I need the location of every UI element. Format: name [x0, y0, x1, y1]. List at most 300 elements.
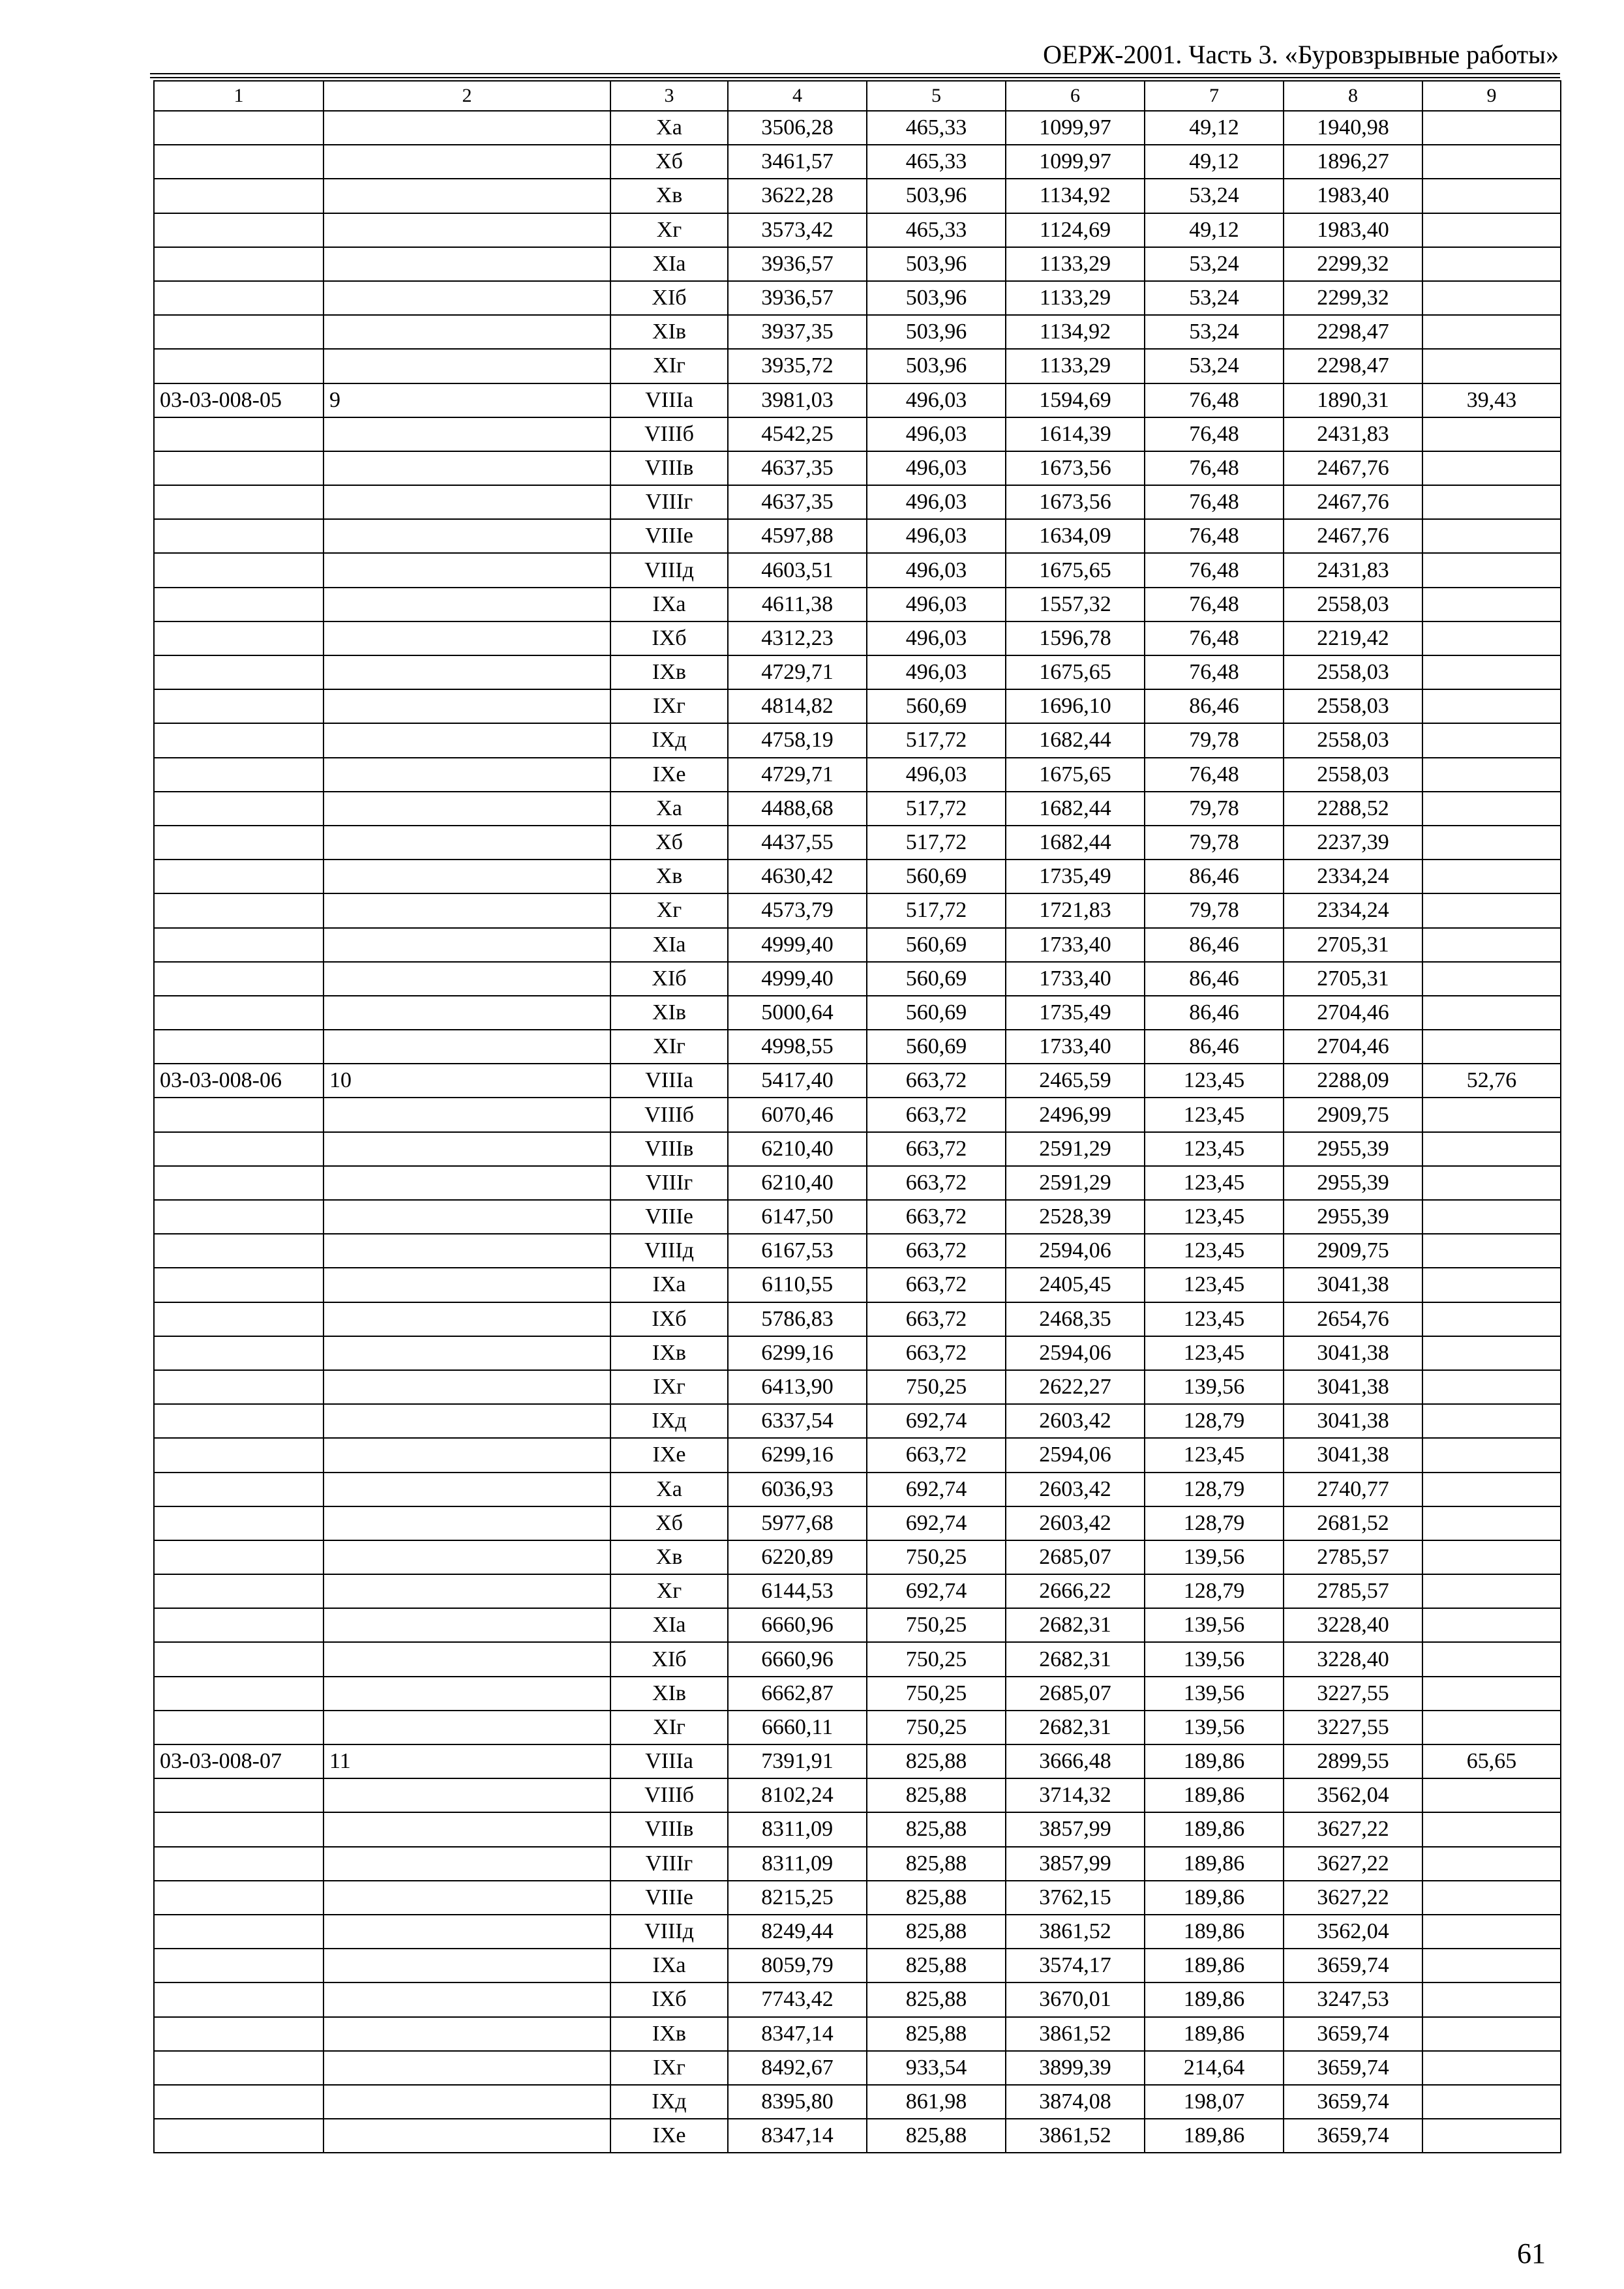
materials-cost-cell: 1940,98 — [1284, 111, 1422, 145]
total-cost-cell: 8311,09 — [728, 1812, 867, 1846]
labor-cost-cell: 750,25 — [867, 1370, 1006, 1404]
table-row — [154, 145, 1561, 179]
labor-hours-cell — [1422, 1336, 1561, 1370]
total-cost-cell: 6036,93 — [728, 1473, 867, 1506]
rate-code-cell — [154, 281, 323, 315]
operator-wage-cell: 86,46 — [1145, 689, 1284, 723]
machine-cost-cell: 3762,15 — [1006, 1881, 1145, 1915]
table-row — [154, 1166, 1561, 1200]
machine-cost-cell: 2603,42 — [1006, 1473, 1145, 1506]
item-number-cell — [323, 1030, 610, 1064]
operator-wage-cell: 198,07 — [1145, 2085, 1284, 2119]
work-type-cell: VIIIб — [610, 1778, 728, 1812]
total-cost-cell: 6299,16 — [728, 1336, 867, 1370]
labor-hours-cell — [1422, 1302, 1561, 1336]
labor-hours-cell — [1422, 1234, 1561, 1268]
table-row — [154, 1336, 1561, 1370]
labor-cost-cell: 750,25 — [867, 1608, 1006, 1642]
labor-hours-cell — [1422, 962, 1561, 996]
work-type-cell: XIа — [610, 247, 728, 281]
work-type-cell: Xг — [610, 893, 728, 927]
labor-cost-cell: 692,74 — [867, 1506, 1006, 1540]
labor-cost-cell: 663,72 — [867, 1064, 1006, 1098]
work-type-cell: IXг — [610, 1370, 728, 1404]
column-number: 5 — [867, 81, 1006, 111]
labor-hours-cell — [1422, 179, 1561, 213]
table-row — [154, 1030, 1561, 1064]
work-type-cell: Xг — [610, 213, 728, 247]
labor-hours-cell — [1422, 1812, 1561, 1846]
materials-cost-cell: 2558,03 — [1284, 758, 1422, 792]
item-number-cell — [323, 553, 610, 587]
total-cost-cell: 6660,96 — [728, 1642, 867, 1676]
total-cost-cell: 4312,23 — [728, 621, 867, 655]
labor-cost-cell: 465,33 — [867, 145, 1006, 179]
rate-code-cell — [154, 860, 323, 893]
labor-cost-cell: 663,72 — [867, 1098, 1006, 1131]
rates-table — [153, 80, 1561, 2153]
table-row — [154, 451, 1561, 485]
materials-cost-cell: 3041,38 — [1284, 1404, 1422, 1438]
item-number-cell — [323, 281, 610, 315]
item-number-cell — [323, 893, 610, 927]
table-row — [154, 1064, 1561, 1098]
rate-code-cell — [154, 1881, 323, 1915]
item-number-cell — [323, 1268, 610, 1302]
item-number-cell — [323, 1200, 610, 1234]
work-type-cell: IXг — [610, 689, 728, 723]
rate-code-cell — [154, 1132, 323, 1166]
labor-cost-cell: 560,69 — [867, 928, 1006, 962]
labor-hours-cell — [1422, 1404, 1561, 1438]
materials-cost-cell: 2298,47 — [1284, 349, 1422, 383]
materials-cost-cell: 2909,75 — [1284, 1234, 1422, 1268]
rate-code-cell — [154, 1574, 323, 1608]
machine-cost-cell: 2496,99 — [1006, 1098, 1145, 1131]
item-number-cell — [323, 1881, 610, 1915]
operator-wage-cell: 123,45 — [1145, 1200, 1284, 1234]
total-cost-cell: 6337,54 — [728, 1404, 867, 1438]
machine-cost-cell: 1673,56 — [1006, 485, 1145, 519]
materials-cost-cell: 2299,32 — [1284, 281, 1422, 315]
total-cost-cell: 6299,16 — [728, 1438, 867, 1472]
labor-hours-cell — [1422, 2051, 1561, 2085]
labor-hours-cell — [1422, 1881, 1561, 1915]
labor-cost-cell: 560,69 — [867, 689, 1006, 723]
item-number-cell — [323, 213, 610, 247]
work-type-cell: IXд — [610, 723, 728, 757]
table-row — [154, 621, 1561, 655]
labor-hours-cell — [1422, 1098, 1561, 1131]
labor-hours-cell — [1422, 553, 1561, 587]
work-type-cell: IXе — [610, 2119, 728, 2153]
rate-code-cell — [154, 2119, 323, 2153]
machine-cost-cell: 1721,83 — [1006, 893, 1145, 927]
column-number: 2 — [323, 81, 610, 111]
total-cost-cell: 5000,64 — [728, 996, 867, 1030]
item-number-cell — [323, 2017, 610, 2051]
table-row — [154, 996, 1561, 1030]
labor-cost-cell: 517,72 — [867, 826, 1006, 860]
item-number-cell — [323, 2119, 610, 2153]
labor-cost-cell: 560,69 — [867, 1030, 1006, 1064]
table-row — [154, 1370, 1561, 1404]
labor-hours-cell — [1422, 996, 1561, 1030]
labor-hours-cell — [1422, 1778, 1561, 1812]
machine-cost-cell: 2405,45 — [1006, 1268, 1145, 1302]
item-number-cell — [323, 1438, 610, 1472]
work-type-cell: VIIIб — [610, 1098, 728, 1131]
machine-cost-cell: 2685,07 — [1006, 1677, 1145, 1711]
total-cost-cell: 6662,87 — [728, 1677, 867, 1711]
machine-cost-cell: 2591,29 — [1006, 1166, 1145, 1200]
operator-wage-cell: 76,48 — [1145, 655, 1284, 689]
item-number-cell — [323, 1234, 610, 1268]
labor-hours-cell — [1422, 213, 1561, 247]
item-number-cell — [323, 2051, 610, 2085]
total-cost-cell: 3461,57 — [728, 145, 867, 179]
item-number-cell — [323, 1812, 610, 1846]
labor-hours-cell — [1422, 1949, 1561, 1982]
rate-code-cell — [154, 179, 323, 213]
materials-cost-cell: 2704,46 — [1284, 996, 1422, 1030]
labor-cost-cell: 825,88 — [867, 1744, 1006, 1778]
table-row — [154, 1268, 1561, 1302]
labor-hours-cell — [1422, 1540, 1561, 1574]
item-number-cell — [323, 621, 610, 655]
materials-cost-cell: 3659,74 — [1284, 1949, 1422, 1982]
item-number-cell — [323, 860, 610, 893]
total-cost-cell: 6220,89 — [728, 1540, 867, 1574]
table-row — [154, 1302, 1561, 1336]
work-type-cell: XIб — [610, 281, 728, 315]
rate-code-cell — [154, 2017, 323, 2051]
work-type-cell: IXа — [610, 588, 728, 621]
operator-wage-cell: 49,12 — [1145, 213, 1284, 247]
labor-cost-cell: 560,69 — [867, 860, 1006, 893]
machine-cost-cell: 1614,39 — [1006, 417, 1145, 451]
labor-cost-cell: 517,72 — [867, 792, 1006, 826]
table-row — [154, 1847, 1561, 1881]
work-type-cell: IXб — [610, 1982, 728, 2016]
total-cost-cell: 8492,67 — [728, 2051, 867, 2085]
labor-cost-cell: 692,74 — [867, 1404, 1006, 1438]
work-type-cell: VIIIа — [610, 383, 728, 417]
table-row — [154, 281, 1561, 315]
operator-wage-cell: 53,24 — [1145, 349, 1284, 383]
labor-hours-cell — [1422, 1200, 1561, 1234]
materials-cost-cell: 3228,40 — [1284, 1608, 1422, 1642]
table-row — [154, 349, 1561, 383]
labor-cost-cell: 663,72 — [867, 1438, 1006, 1472]
labor-hours-cell — [1422, 1711, 1561, 1744]
machine-cost-cell: 3857,99 — [1006, 1847, 1145, 1881]
machine-cost-cell: 1733,40 — [1006, 928, 1145, 962]
work-type-cell: VIIIд — [610, 1234, 728, 1268]
work-type-cell: IXг — [610, 2051, 728, 2085]
table-row — [154, 758, 1561, 792]
work-type-cell: IXв — [610, 655, 728, 689]
labor-cost-cell: 496,03 — [867, 655, 1006, 689]
operator-wage-cell: 76,48 — [1145, 485, 1284, 519]
item-number-cell — [323, 689, 610, 723]
item-number-cell — [323, 1404, 610, 1438]
rate-code-cell — [154, 1540, 323, 1574]
table-row — [154, 689, 1561, 723]
labor-cost-cell: 496,03 — [867, 621, 1006, 655]
machine-cost-cell: 1634,09 — [1006, 519, 1145, 553]
machine-cost-cell: 1733,40 — [1006, 962, 1145, 996]
rate-code-cell — [154, 1336, 323, 1370]
materials-cost-cell: 1896,27 — [1284, 145, 1422, 179]
work-type-cell: Xа — [610, 111, 728, 145]
labor-hours-cell — [1422, 758, 1561, 792]
operator-wage-cell: 123,45 — [1145, 1234, 1284, 1268]
rate-code-cell — [154, 826, 323, 860]
item-number-cell — [323, 1506, 610, 1540]
machine-cost-cell: 1682,44 — [1006, 792, 1145, 826]
table-row — [154, 315, 1561, 349]
work-type-cell: VIIIв — [610, 1812, 728, 1846]
labor-cost-cell: 465,33 — [867, 213, 1006, 247]
labor-hours-cell — [1422, 1982, 1561, 2016]
labor-hours-cell — [1422, 1438, 1561, 1472]
work-type-cell: IXв — [610, 1336, 728, 1370]
table-row — [154, 553, 1561, 587]
labor-hours-cell — [1422, 315, 1561, 349]
total-cost-cell: 4611,38 — [728, 588, 867, 621]
operator-wage-cell: 189,86 — [1145, 1744, 1284, 1778]
rate-code-cell — [154, 247, 323, 281]
operator-wage-cell: 139,56 — [1145, 1677, 1284, 1711]
table-row — [154, 860, 1561, 893]
item-number-cell — [323, 451, 610, 485]
operator-wage-cell: 128,79 — [1145, 1574, 1284, 1608]
total-cost-cell: 5417,40 — [728, 1064, 867, 1098]
work-type-cell: XIв — [610, 315, 728, 349]
labor-cost-cell: 496,03 — [867, 588, 1006, 621]
work-type-cell: Xб — [610, 1506, 728, 1540]
labor-cost-cell: 503,96 — [867, 281, 1006, 315]
materials-cost-cell: 3562,04 — [1284, 1778, 1422, 1812]
total-cost-cell: 6210,40 — [728, 1132, 867, 1166]
item-number-cell — [323, 179, 610, 213]
rate-code-cell — [154, 1370, 323, 1404]
labor-cost-cell: 861,98 — [867, 2085, 1006, 2119]
labor-cost-cell: 496,03 — [867, 553, 1006, 587]
total-cost-cell: 3937,35 — [728, 315, 867, 349]
machine-cost-cell: 1594,69 — [1006, 383, 1145, 417]
labor-hours-cell — [1422, 1166, 1561, 1200]
materials-cost-cell: 2299,32 — [1284, 247, 1422, 281]
operator-wage-cell: 49,12 — [1145, 145, 1284, 179]
work-type-cell: IXб — [610, 1302, 728, 1336]
machine-cost-cell: 1133,29 — [1006, 349, 1145, 383]
table-row — [154, 723, 1561, 757]
operator-wage-cell: 53,24 — [1145, 281, 1284, 315]
column-number: 1 — [154, 81, 323, 111]
rate-code-cell — [154, 2051, 323, 2085]
work-type-cell: VIIIб — [610, 417, 728, 451]
document-header: ОЕРЖ-2001. Часть 3. «Буровзрывные работы» — [1043, 40, 1559, 69]
operator-wage-cell: 139,56 — [1145, 1642, 1284, 1676]
rate-code-cell — [154, 1438, 323, 1472]
machine-cost-cell: 1134,92 — [1006, 179, 1145, 213]
rate-code-cell — [154, 1982, 323, 2016]
labor-hours-cell — [1422, 723, 1561, 757]
rate-code-cell: 03-03-008-05 — [154, 383, 323, 417]
labor-cost-cell: 496,03 — [867, 383, 1006, 417]
materials-cost-cell: 2431,83 — [1284, 553, 1422, 587]
rate-code-cell: 03-03-008-06 — [154, 1064, 323, 1098]
operator-wage-cell: 79,78 — [1145, 893, 1284, 927]
labor-hours-cell — [1422, 893, 1561, 927]
rate-code-cell — [154, 1166, 323, 1200]
total-cost-cell: 3936,57 — [728, 247, 867, 281]
item-number-cell: 11 — [323, 1744, 610, 1778]
column-number: 3 — [610, 81, 728, 111]
machine-cost-cell: 1735,49 — [1006, 996, 1145, 1030]
labor-hours-cell — [1422, 247, 1561, 281]
item-number-cell — [323, 723, 610, 757]
work-type-cell: VIIIд — [610, 1915, 728, 1949]
labor-hours-cell — [1422, 928, 1561, 962]
materials-cost-cell: 3659,74 — [1284, 2085, 1422, 2119]
total-cost-cell: 6660,11 — [728, 1711, 867, 1744]
labor-hours-cell — [1422, 349, 1561, 383]
rate-code-cell — [154, 1915, 323, 1949]
materials-cost-cell: 2467,76 — [1284, 451, 1422, 485]
machine-cost-cell: 1696,10 — [1006, 689, 1145, 723]
table-row — [154, 1677, 1561, 1711]
table-row — [154, 792, 1561, 826]
labor-cost-cell: 503,96 — [867, 247, 1006, 281]
item-number-cell — [323, 1608, 610, 1642]
table-row — [154, 1132, 1561, 1166]
operator-wage-cell: 76,48 — [1145, 519, 1284, 553]
operator-wage-cell: 79,78 — [1145, 826, 1284, 860]
operator-wage-cell: 189,86 — [1145, 1881, 1284, 1915]
table-row — [154, 2017, 1561, 2051]
item-number-cell — [323, 1711, 610, 1744]
work-type-cell: VIIIд — [610, 553, 728, 587]
total-cost-cell: 4437,55 — [728, 826, 867, 860]
item-number-cell — [323, 1915, 610, 1949]
work-type-cell: Xв — [610, 179, 728, 213]
rate-code-cell — [154, 451, 323, 485]
materials-cost-cell: 3041,38 — [1284, 1268, 1422, 1302]
column-number: 9 — [1422, 81, 1561, 111]
labor-hours-cell: 52,76 — [1422, 1064, 1561, 1098]
table-row — [154, 1881, 1561, 1915]
materials-cost-cell: 2467,76 — [1284, 485, 1422, 519]
materials-cost-cell: 2955,39 — [1284, 1166, 1422, 1200]
total-cost-cell: 5786,83 — [728, 1302, 867, 1336]
operator-wage-cell: 76,48 — [1145, 621, 1284, 655]
rate-code-cell — [154, 145, 323, 179]
labor-hours-cell — [1422, 111, 1561, 145]
work-type-cell: XIг — [610, 1030, 728, 1064]
machine-cost-cell: 2685,07 — [1006, 1540, 1145, 1574]
work-type-cell: XIб — [610, 1642, 728, 1676]
materials-cost-cell: 2288,09 — [1284, 1064, 1422, 1098]
machine-cost-cell: 1099,97 — [1006, 111, 1145, 145]
machine-cost-cell: 2603,42 — [1006, 1506, 1145, 1540]
materials-cost-cell: 3227,55 — [1284, 1677, 1422, 1711]
materials-cost-cell: 2288,52 — [1284, 792, 1422, 826]
total-cost-cell: 4573,79 — [728, 893, 867, 927]
machine-cost-cell: 1133,29 — [1006, 247, 1145, 281]
item-number-cell — [323, 1336, 610, 1370]
item-number-cell — [323, 1642, 610, 1676]
materials-cost-cell: 2704,46 — [1284, 1030, 1422, 1064]
operator-wage-cell: 86,46 — [1145, 1030, 1284, 1064]
operator-wage-cell: 139,56 — [1145, 1540, 1284, 1574]
total-cost-cell: 6413,90 — [728, 1370, 867, 1404]
machine-cost-cell: 2603,42 — [1006, 1404, 1145, 1438]
machine-cost-cell: 1682,44 — [1006, 723, 1145, 757]
table-row — [154, 1506, 1561, 1540]
table-row — [154, 1744, 1561, 1778]
materials-cost-cell: 2899,55 — [1284, 1744, 1422, 1778]
machine-cost-cell: 1099,97 — [1006, 145, 1145, 179]
work-type-cell: VIIIе — [610, 1881, 728, 1915]
machine-cost-cell: 2594,06 — [1006, 1438, 1145, 1472]
materials-cost-cell: 2955,39 — [1284, 1200, 1422, 1234]
materials-cost-cell: 2681,52 — [1284, 1506, 1422, 1540]
materials-cost-cell: 3627,22 — [1284, 1847, 1422, 1881]
work-type-cell: Xг — [610, 1574, 728, 1608]
table-row — [154, 826, 1561, 860]
table-row — [154, 1438, 1561, 1472]
labor-cost-cell: 496,03 — [867, 758, 1006, 792]
machine-cost-cell: 2465,59 — [1006, 1064, 1145, 1098]
table-row — [154, 655, 1561, 689]
work-type-cell: VIIIг — [610, 1166, 728, 1200]
total-cost-cell: 4758,19 — [728, 723, 867, 757]
labor-hours-cell — [1422, 519, 1561, 553]
table-row — [154, 1574, 1561, 1608]
labor-hours-cell — [1422, 1574, 1561, 1608]
total-cost-cell: 8311,09 — [728, 1847, 867, 1881]
rate-code-cell — [154, 621, 323, 655]
item-number-cell — [323, 1098, 610, 1131]
table-row — [154, 1778, 1561, 1812]
rate-code-cell — [154, 689, 323, 723]
item-number-cell — [323, 1847, 610, 1881]
rate-code-cell — [154, 1778, 323, 1812]
materials-cost-cell: 3659,74 — [1284, 2051, 1422, 2085]
item-number-cell — [323, 1302, 610, 1336]
labor-hours-cell — [1422, 2119, 1561, 2153]
work-type-cell: VIIIе — [610, 519, 728, 553]
machine-cost-cell: 2594,06 — [1006, 1336, 1145, 1370]
rate-code-cell — [154, 962, 323, 996]
machine-cost-cell: 1596,78 — [1006, 621, 1145, 655]
labor-cost-cell: 517,72 — [867, 723, 1006, 757]
operator-wage-cell: 128,79 — [1145, 1473, 1284, 1506]
labor-cost-cell: 663,72 — [867, 1132, 1006, 1166]
rate-code-cell — [154, 1642, 323, 1676]
table-row — [154, 2085, 1561, 2119]
total-cost-cell: 3622,28 — [728, 179, 867, 213]
item-number-cell — [323, 349, 610, 383]
labor-cost-cell: 825,88 — [867, 1881, 1006, 1915]
labor-cost-cell: 663,72 — [867, 1166, 1006, 1200]
materials-cost-cell: 2298,47 — [1284, 315, 1422, 349]
table-row — [154, 1642, 1561, 1676]
materials-cost-cell: 1890,31 — [1284, 383, 1422, 417]
